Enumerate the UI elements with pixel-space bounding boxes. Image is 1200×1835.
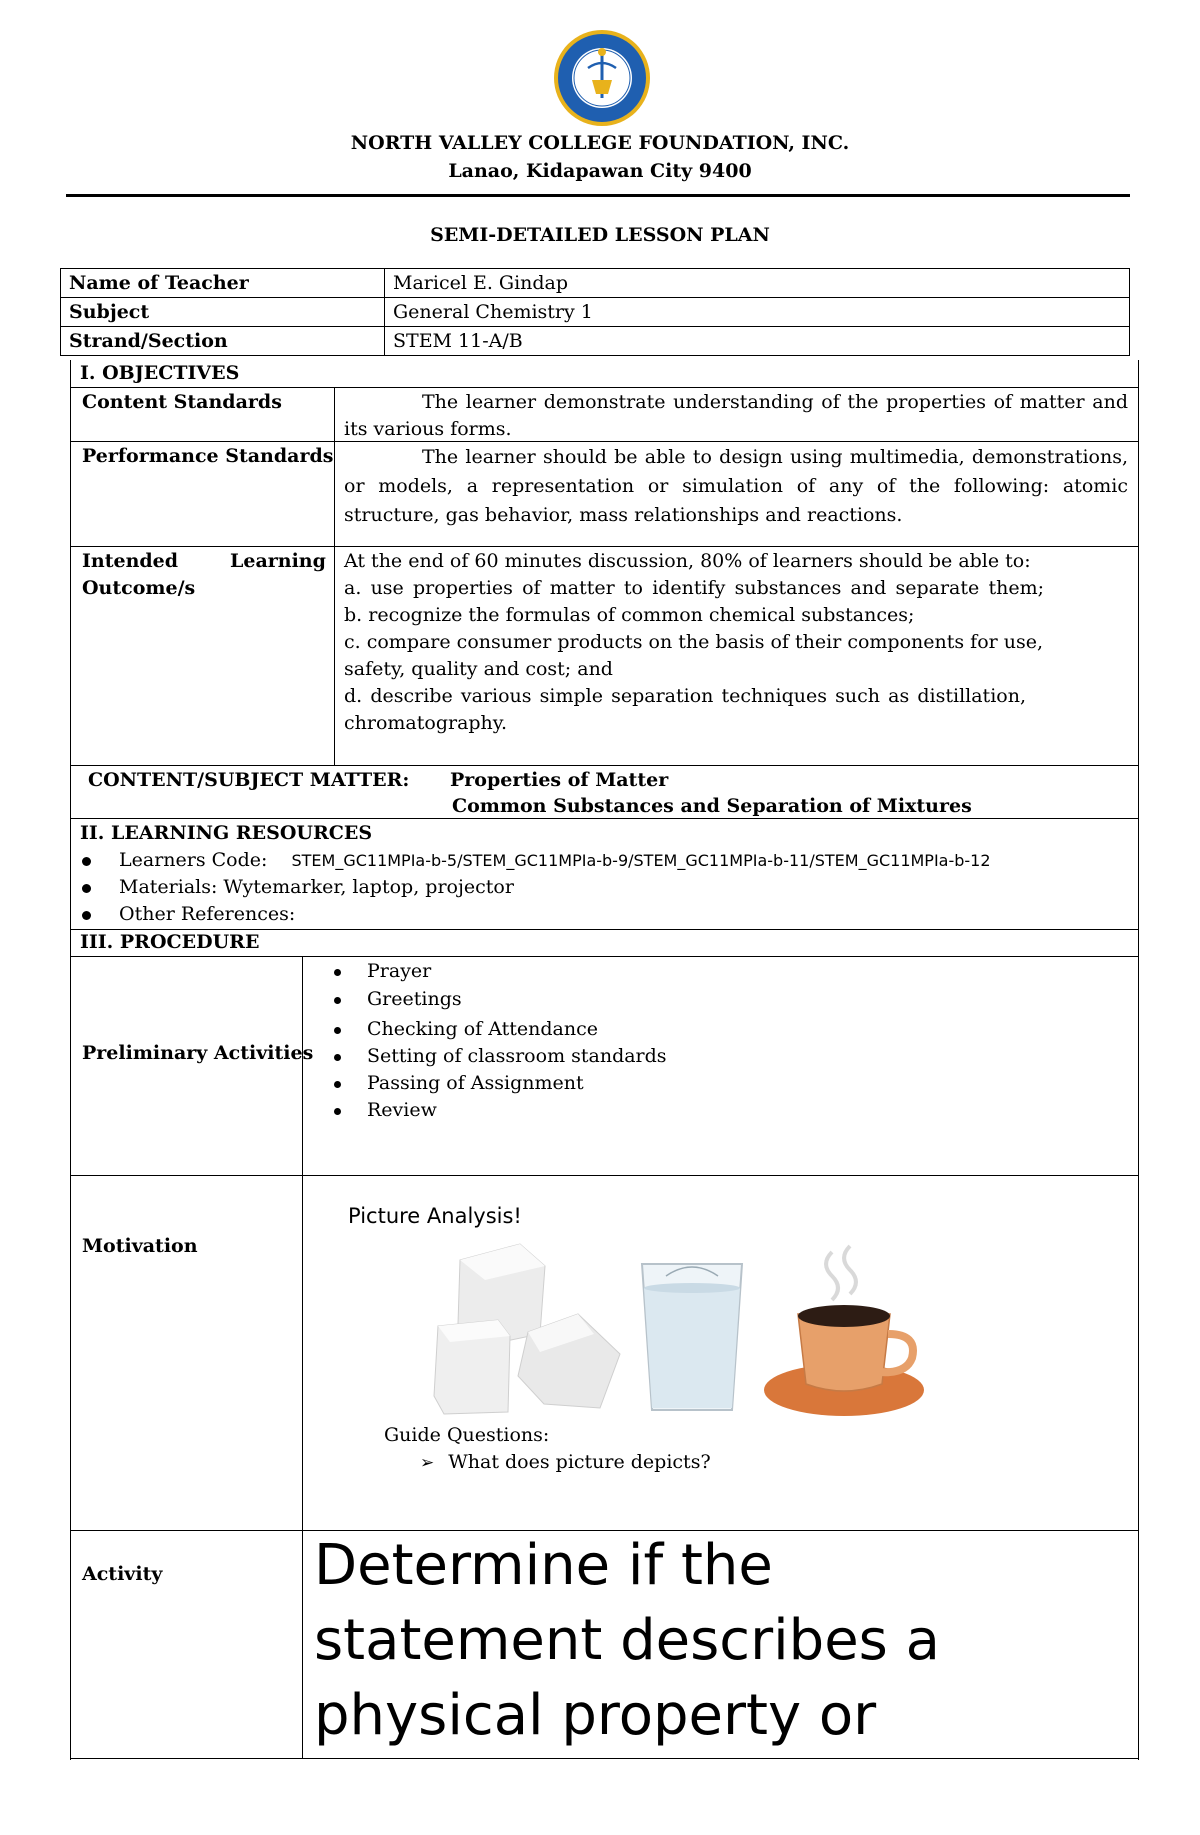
row-divider (70, 956, 1138, 957)
resources-heading: II. LEARNING RESOURCES (80, 822, 373, 844)
ilo-item-d: d. describe various simple separation techniques such as distillation, chromatography. (344, 685, 1026, 734)
learners-code-value: STEM_GC11MPIa-b-5/STEM_GC11MPIa-b-9/STEM_GC11MPIa-b-11/STEM_GC11MPIa-b-12 (291, 851, 991, 870)
procedure-heading: III. PROCEDURE (80, 931, 260, 953)
bullet-icon (82, 911, 91, 920)
bullet-icon (334, 997, 341, 1004)
list-item (334, 1097, 437, 1124)
activity-line: physical property or (314, 1683, 877, 1748)
row-divider (70, 387, 1138, 388)
performance-standards-label: Performance Standards (82, 445, 334, 467)
table-border-left (70, 360, 71, 1760)
row-divider (70, 1175, 1138, 1176)
bullet-icon (334, 1108, 341, 1115)
ilo-label-word-2: Learning (230, 550, 326, 572)
table-row (61, 269, 1130, 298)
picture-analysis-title: Picture Analysis! (348, 1204, 522, 1228)
ilo-item-b: b. recognize the formulas of common chemical substances; (344, 604, 915, 626)
list-item-text: Passing of Assignment (367, 1072, 584, 1094)
learners-code-item (82, 847, 991, 874)
bullet-icon (334, 969, 341, 976)
ilo-item-c: c. compare consumer products on the basis of their components for use, safety, quality and cost; and (344, 631, 1044, 680)
activity-label: Activity (82, 1563, 163, 1585)
column-divider (302, 956, 303, 1758)
materials-item (82, 874, 514, 901)
guide-question-item (420, 1449, 711, 1477)
teacher-label: Name of Teacher (61, 269, 385, 298)
ilo-label-word-1: Intended (82, 550, 179, 572)
row-divider (70, 1758, 1138, 1759)
bullet-icon (334, 1054, 341, 1061)
bullet-icon (334, 1027, 341, 1034)
ilo-item-a: a. use properties of matter to identify substances and separate them; (344, 577, 1044, 599)
ilo-intro: At the end of 60 minutes discussion, 80% of learners should be able to: (344, 550, 1031, 572)
row-divider (70, 546, 1138, 547)
list-item (334, 986, 462, 1013)
list-item (334, 958, 431, 985)
content-standards-text: The learner demonstrate understanding of the properties of matter and its various forms. (344, 391, 1128, 440)
row-divider (70, 765, 1138, 766)
content-standards-label: Content Standards (82, 391, 282, 413)
list-item-text: Greetings (367, 988, 462, 1010)
glass-of-water-image (636, 1246, 748, 1416)
coffee-cup-image (762, 1242, 932, 1418)
list-item-text: Prayer (367, 960, 432, 982)
other-references-text: Other References: (119, 903, 296, 925)
activity-prompt (314, 1528, 940, 1753)
activity-line: statement describes a (314, 1608, 940, 1673)
teacher-value: Maricel E. Gindap (385, 269, 1130, 298)
objectives-heading: I. OBJECTIVES (80, 362, 240, 384)
college-address: Lanao, Kidapawan City 9400 (448, 160, 752, 182)
learners-code-label: Learners Code: (119, 849, 268, 871)
list-item (334, 1016, 598, 1043)
performance-standards-text: The learner should be able to design using multimedia, demonstrations, or models, a representation or simulation of any of the following: atomic structure, gas behavior, mass relationships and reactions. (344, 446, 1128, 526)
subject-value: General Chemistry 1 (385, 298, 1130, 327)
guide-question-text: What does picture depicts? (448, 1451, 711, 1473)
list-item-text: Checking of Attendance (367, 1018, 598, 1040)
list-item (334, 1043, 667, 1070)
table-row (61, 327, 1130, 356)
guide-questions-label: Guide Questions: (384, 1424, 550, 1446)
preliminary-activities-label: Preliminary Activities (82, 1042, 314, 1064)
content-topic-1: Properties of Matter (450, 769, 669, 791)
other-references-item (82, 901, 295, 928)
subject-label: Subject (61, 298, 385, 327)
sugar-cubes-image (410, 1236, 640, 1422)
ilo-label-word-3: Outcome/s (82, 577, 196, 599)
bullet-icon (334, 1081, 341, 1088)
college-name: NORTH VALLEY COLLEGE FOUNDATION, INC. (350, 132, 850, 154)
section-value: STEM 11-A/B (385, 327, 1130, 356)
table-row (61, 298, 1130, 327)
arrow-bullet-icon: ➢ (420, 1453, 435, 1473)
section-label: Strand/Section (61, 327, 385, 356)
college-seal-logo (552, 28, 652, 128)
list-item-text: Review (367, 1099, 437, 1121)
document-title: SEMI-DETAILED LESSON PLAN (430, 224, 770, 246)
teacher-info-table (60, 268, 1130, 356)
activity-line: Determine if the (314, 1533, 773, 1598)
header-divider (66, 194, 1130, 197)
content-subject-label: CONTENT/SUBJECT MATTER: (88, 769, 410, 791)
content-topic-2: Common Substances and Separation of Mixtures (452, 795, 972, 817)
list-item-text: Setting of classroom standards (367, 1045, 667, 1067)
table-border-right (1138, 360, 1139, 1760)
motivation-label: Motivation (82, 1235, 198, 1257)
bullet-icon (82, 884, 91, 893)
column-divider (334, 387, 335, 765)
materials-text: Materials: Wytemarker, laptop, projector (119, 876, 514, 898)
bullet-icon (82, 857, 91, 866)
list-item (334, 1070, 584, 1097)
